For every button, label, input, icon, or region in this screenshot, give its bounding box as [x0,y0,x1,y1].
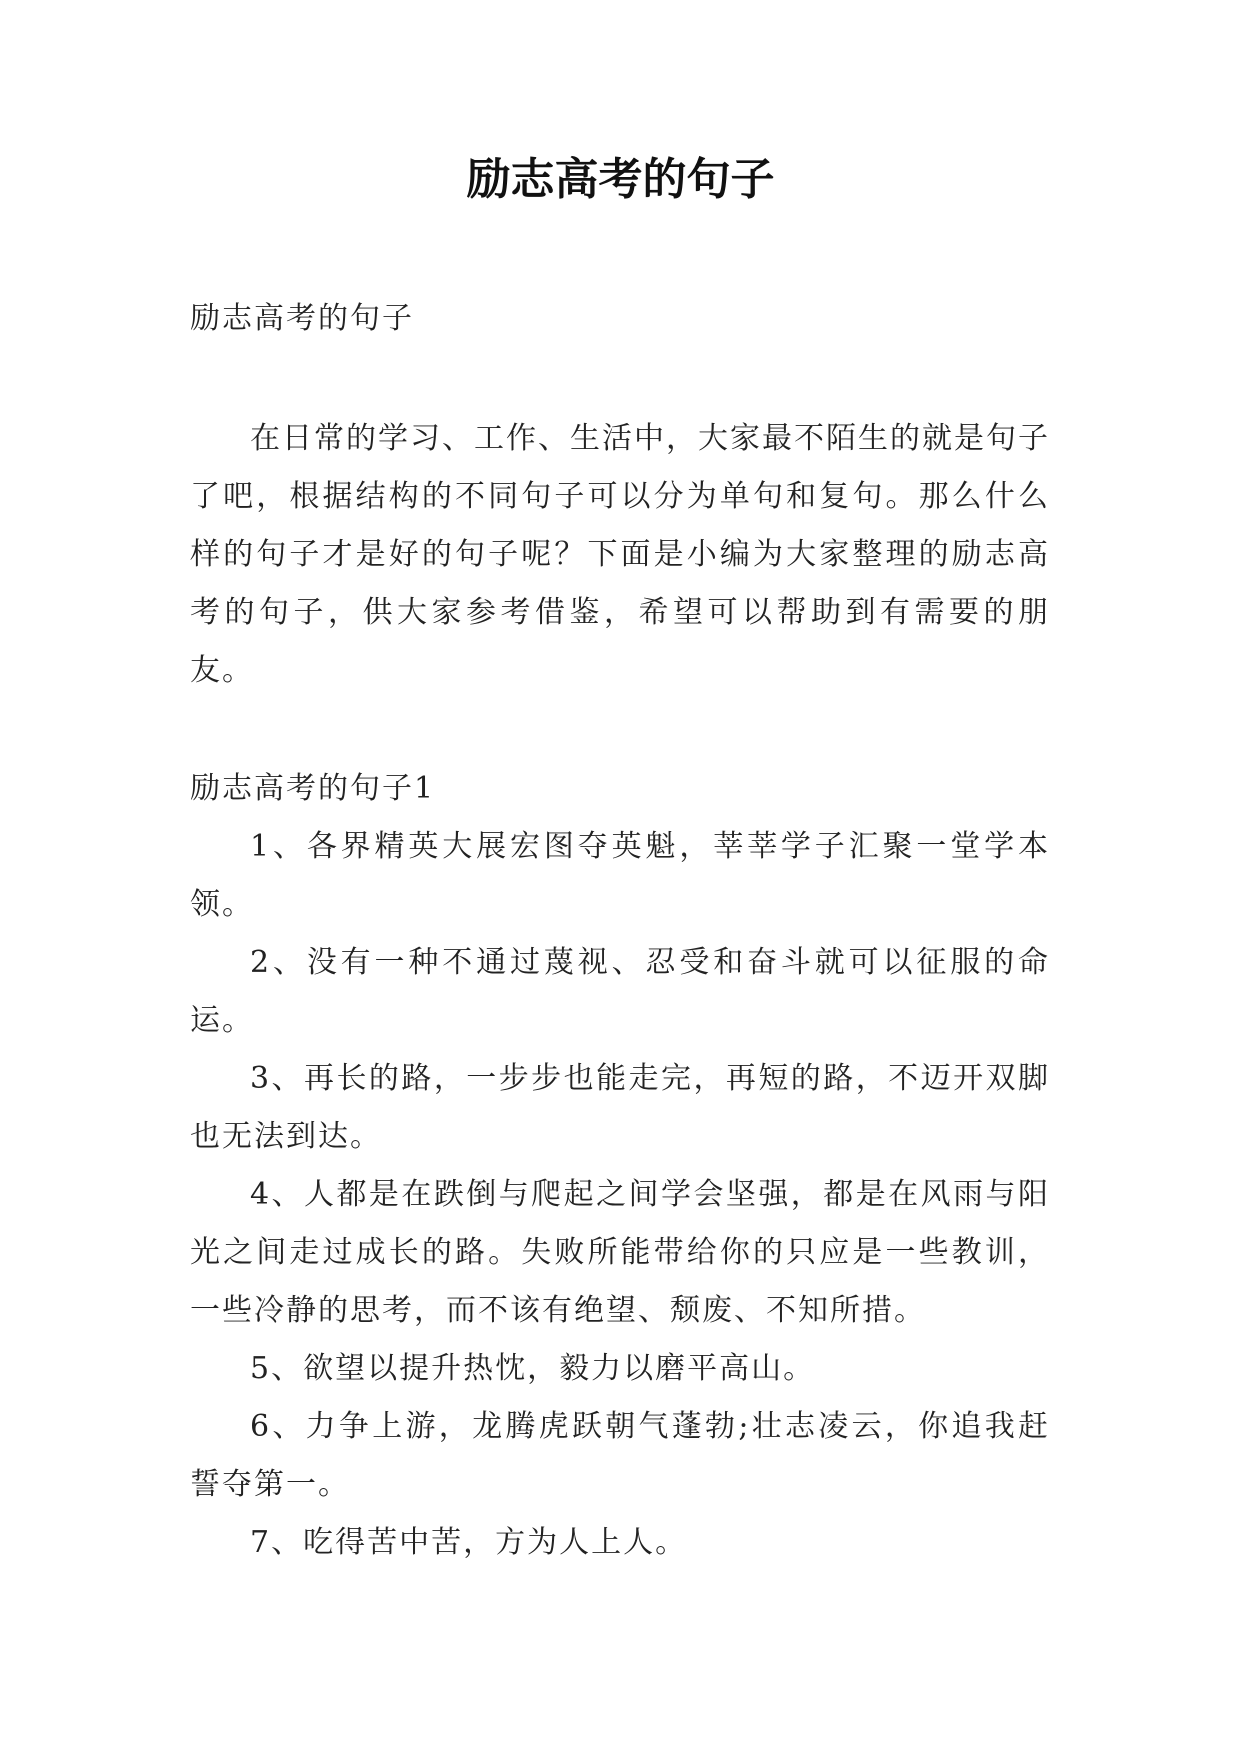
quote-item-3: 3、再长的路，一步步也能走完，再短的路，不迈开双脚也无法到达。 [190,1061,1050,1154]
document-subtitle: 励志高考的句子 [190,301,414,336]
intro-paragraph: 在日常的学习、工作、生活中，大家最不陌生的就是句子了吧，根据结构的不同句子可以分为单句和复句。那么什么样的句子才是好的句子呢？下面是小编为大家整理的励志高考的句子，供大家参考借鉴，希望可以帮助到有需要的朋友。 [190,421,1050,688]
quote-item-4: 4、人都是在跌倒与爬起之间学会坚强，都是在风雨与阳光之间走过成长的路。失败所能带给你的只应是一些教训，一些冷静的思考，而不该有绝望、颓废、不知所措。 [190,1177,1050,1328]
document-title: 励志高考的句子 [466,154,775,205]
quote-item-5: 5、欲望以提升热忱，毅力以磨平高山。 [250,1351,816,1386]
quote-item-1: 1、各界精英大展宏图夺英魁，莘莘学子汇聚一堂学本领。 [190,829,1050,922]
quote-item-6: 6、力争上游，龙腾虎跃朝气蓬勃;壮志凌云，你追我赶誓夺第一。 [190,1409,1050,1502]
quote-item-7: 7、吃得苦中苦，方为人上人。 [250,1525,688,1560]
section-heading: 励志高考的句子1 [190,771,436,806]
quote-item-2: 2、没有一种不通过蔑视、忍受和奋斗就可以征服的命运。 [190,945,1050,1038]
document-body [190,290,1050,1572]
